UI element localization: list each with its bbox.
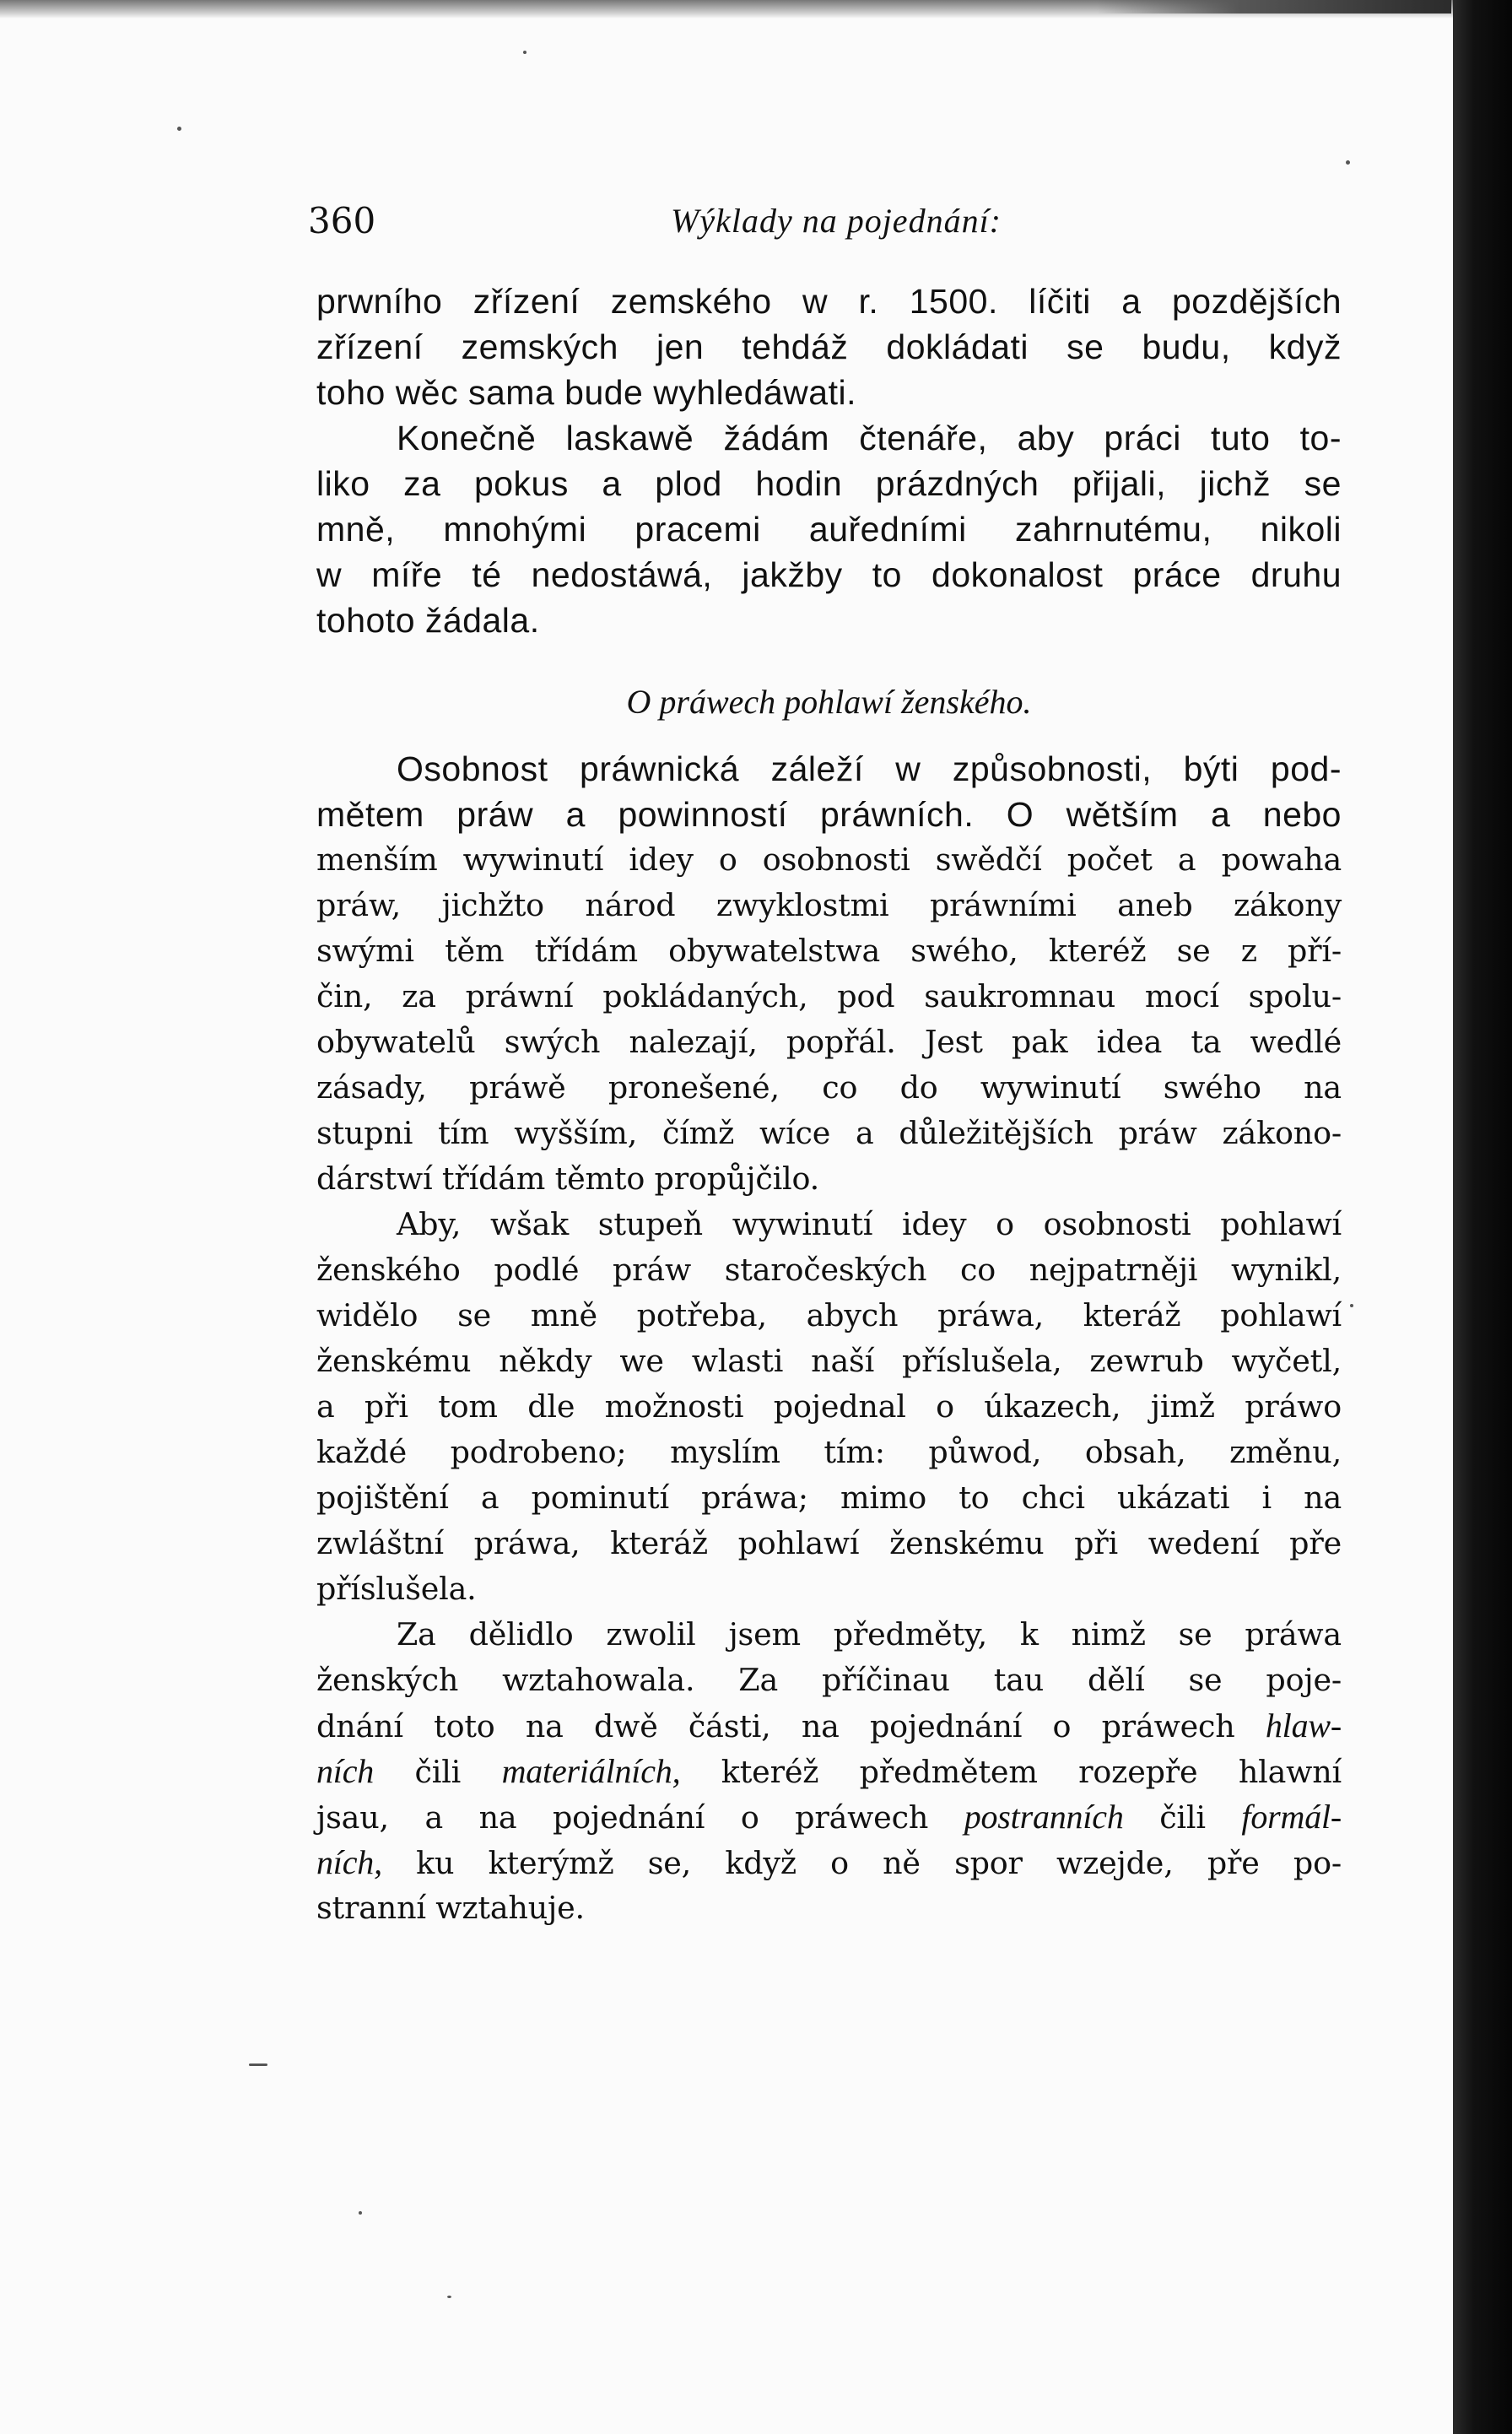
text-line <box>316 1840 1342 1885</box>
scan-top-shadow <box>1097 0 1451 14</box>
italic-term: materiálních, <box>501 1752 681 1790</box>
scan-right-edge <box>1453 0 1512 2434</box>
text-segment: dnání toto na dwě části, na pojednání o práwech <box>316 1708 1235 1744</box>
paragraph-4 <box>316 1202 1342 1612</box>
text-line: obywatelů swých nalezají, popřál. Jest pak idea ta wedlé <box>316 1024 1342 1060</box>
page-header <box>300 196 1363 255</box>
scan-speck <box>177 127 181 131</box>
italic-term: ních, <box>316 1843 382 1881</box>
text-line: zásady, práwě pronešené, co do wywinutí swého na <box>316 1069 1342 1106</box>
text-line: dárstwí třídám těmto propůjčilo. <box>316 1160 820 1197</box>
text-line: zwláštní práwa, kteráž pohlawí ženskému při wedení pře <box>316 1525 1342 1561</box>
text-line: mětem práw a powinností práwních. O wětším a nebo <box>316 795 1342 834</box>
text-line: tohoto žádala. <box>316 601 540 640</box>
text-line: menším wywinutí idey o osobnosti swědčí počet a powaha <box>316 841 1342 878</box>
text-line: prwního zřízení zemského w r. 1500. líčiti a pozdějších <box>316 282 1342 321</box>
text-line: mně, mnohými pracemi auředními zahrnutému, nikoli <box>316 510 1342 549</box>
text-line: toho wěc sama bude wyhledáwati. <box>316 373 856 412</box>
paragraph-1 <box>316 279 1342 415</box>
page-number: 360 <box>308 200 376 241</box>
paragraph-3 <box>316 746 1342 1202</box>
running-title: Wýklady na pojednání: <box>671 202 1002 240</box>
italic-term: postranních <box>964 1798 1124 1836</box>
italic-term: ních <box>316 1752 375 1790</box>
text-line: stranní wztahuje. <box>316 1890 585 1926</box>
spacer <box>316 643 1342 677</box>
text-line: každé podrobeno; myslím tím: půwod, obsah, změnu, <box>316 1434 1342 1470</box>
text-line: ženských wztahowala. Za příčinau tau dělí se poje- <box>316 1662 1342 1698</box>
scan-speck <box>1346 160 1350 165</box>
scan-speck <box>249 2063 267 2066</box>
text-line: Aby, wšak stupeň wywinutí idey o osobnosti pohlawí <box>397 1206 1342 1242</box>
text-segment: kteréž předmětem rozepře hlawní <box>721 1754 1342 1790</box>
paragraph-2 <box>316 415 1342 643</box>
text-line: liko za pokus a plod hodin prázdných přijali, jichž se <box>316 464 1342 503</box>
text-line <box>316 1794 1342 1840</box>
text-line: čin, za práwní pokládaných, pod saukromnau mocí spolu- <box>316 978 1342 1014</box>
text-line: pojištění a pominutí práwa; mimo to chci ukázati i na <box>316 1479 1342 1516</box>
text-line: zřízení zemských jen tehdáž dokládati se budu, když <box>316 327 1342 366</box>
text-line: widělo se mně potřeba, abych práwa, kteráž pohlawí <box>316 1297 1342 1333</box>
scan-speck <box>447 2296 451 2298</box>
text-line: ženskému někdy we wlasti naší příslušela, zewrub wyčetl, <box>316 1343 1342 1379</box>
text-line: Konečně laskawě žádám čtenáře, aby práci tuto to- <box>397 419 1342 457</box>
text-line: w míře té nedostáwá, jakžby to dokonalost práce druhu <box>316 555 1342 594</box>
section-heading: O práwech pohlawí ženského. <box>626 683 1032 721</box>
text-segment: jsau, a na pojednání o práwech <box>316 1799 929 1836</box>
text-segment: čili <box>1159 1799 1206 1836</box>
text-line: práw, jichžto národ zwyklostmi práwními aneb zákony <box>316 887 1342 923</box>
text-line: stupni tím wyšším, čímž wíce a důležitějších práw zákono- <box>316 1115 1342 1151</box>
paragraph-5 <box>316 1612 1342 1931</box>
text-line: swými těm třídám obywatelstwa swého, kteréž se z pří- <box>316 933 1342 969</box>
italic-term: hlaw- <box>1265 1707 1342 1744</box>
text-line: a při tom dle možnosti pojednal o úkazech, jimž práwo <box>316 1388 1342 1425</box>
scan-speck <box>523 51 526 54</box>
body-text <box>316 279 1342 1931</box>
text-line <box>316 1749 1342 1794</box>
italic-term: formál- <box>1241 1798 1342 1836</box>
text-line <box>316 1703 1342 1749</box>
text-segment: ku kterýmž se, když o ně spor wzejde, pře po- <box>416 1845 1342 1881</box>
text-line: Osobnost práwnická záleží w způsobnosti, býti pod- <box>397 749 1342 788</box>
text-segment: čili <box>414 1754 462 1790</box>
scan-speck <box>359 2211 362 2215</box>
text-line: příslušela. <box>316 1571 477 1607</box>
text-line: ženského podlé práw staročeských co nejpatrněji wynikl, <box>316 1252 1342 1288</box>
scan-speck <box>1350 1304 1353 1307</box>
text-line: Za dělidlo zwolil jsem předměty, k nimž se práwa <box>397 1616 1342 1652</box>
